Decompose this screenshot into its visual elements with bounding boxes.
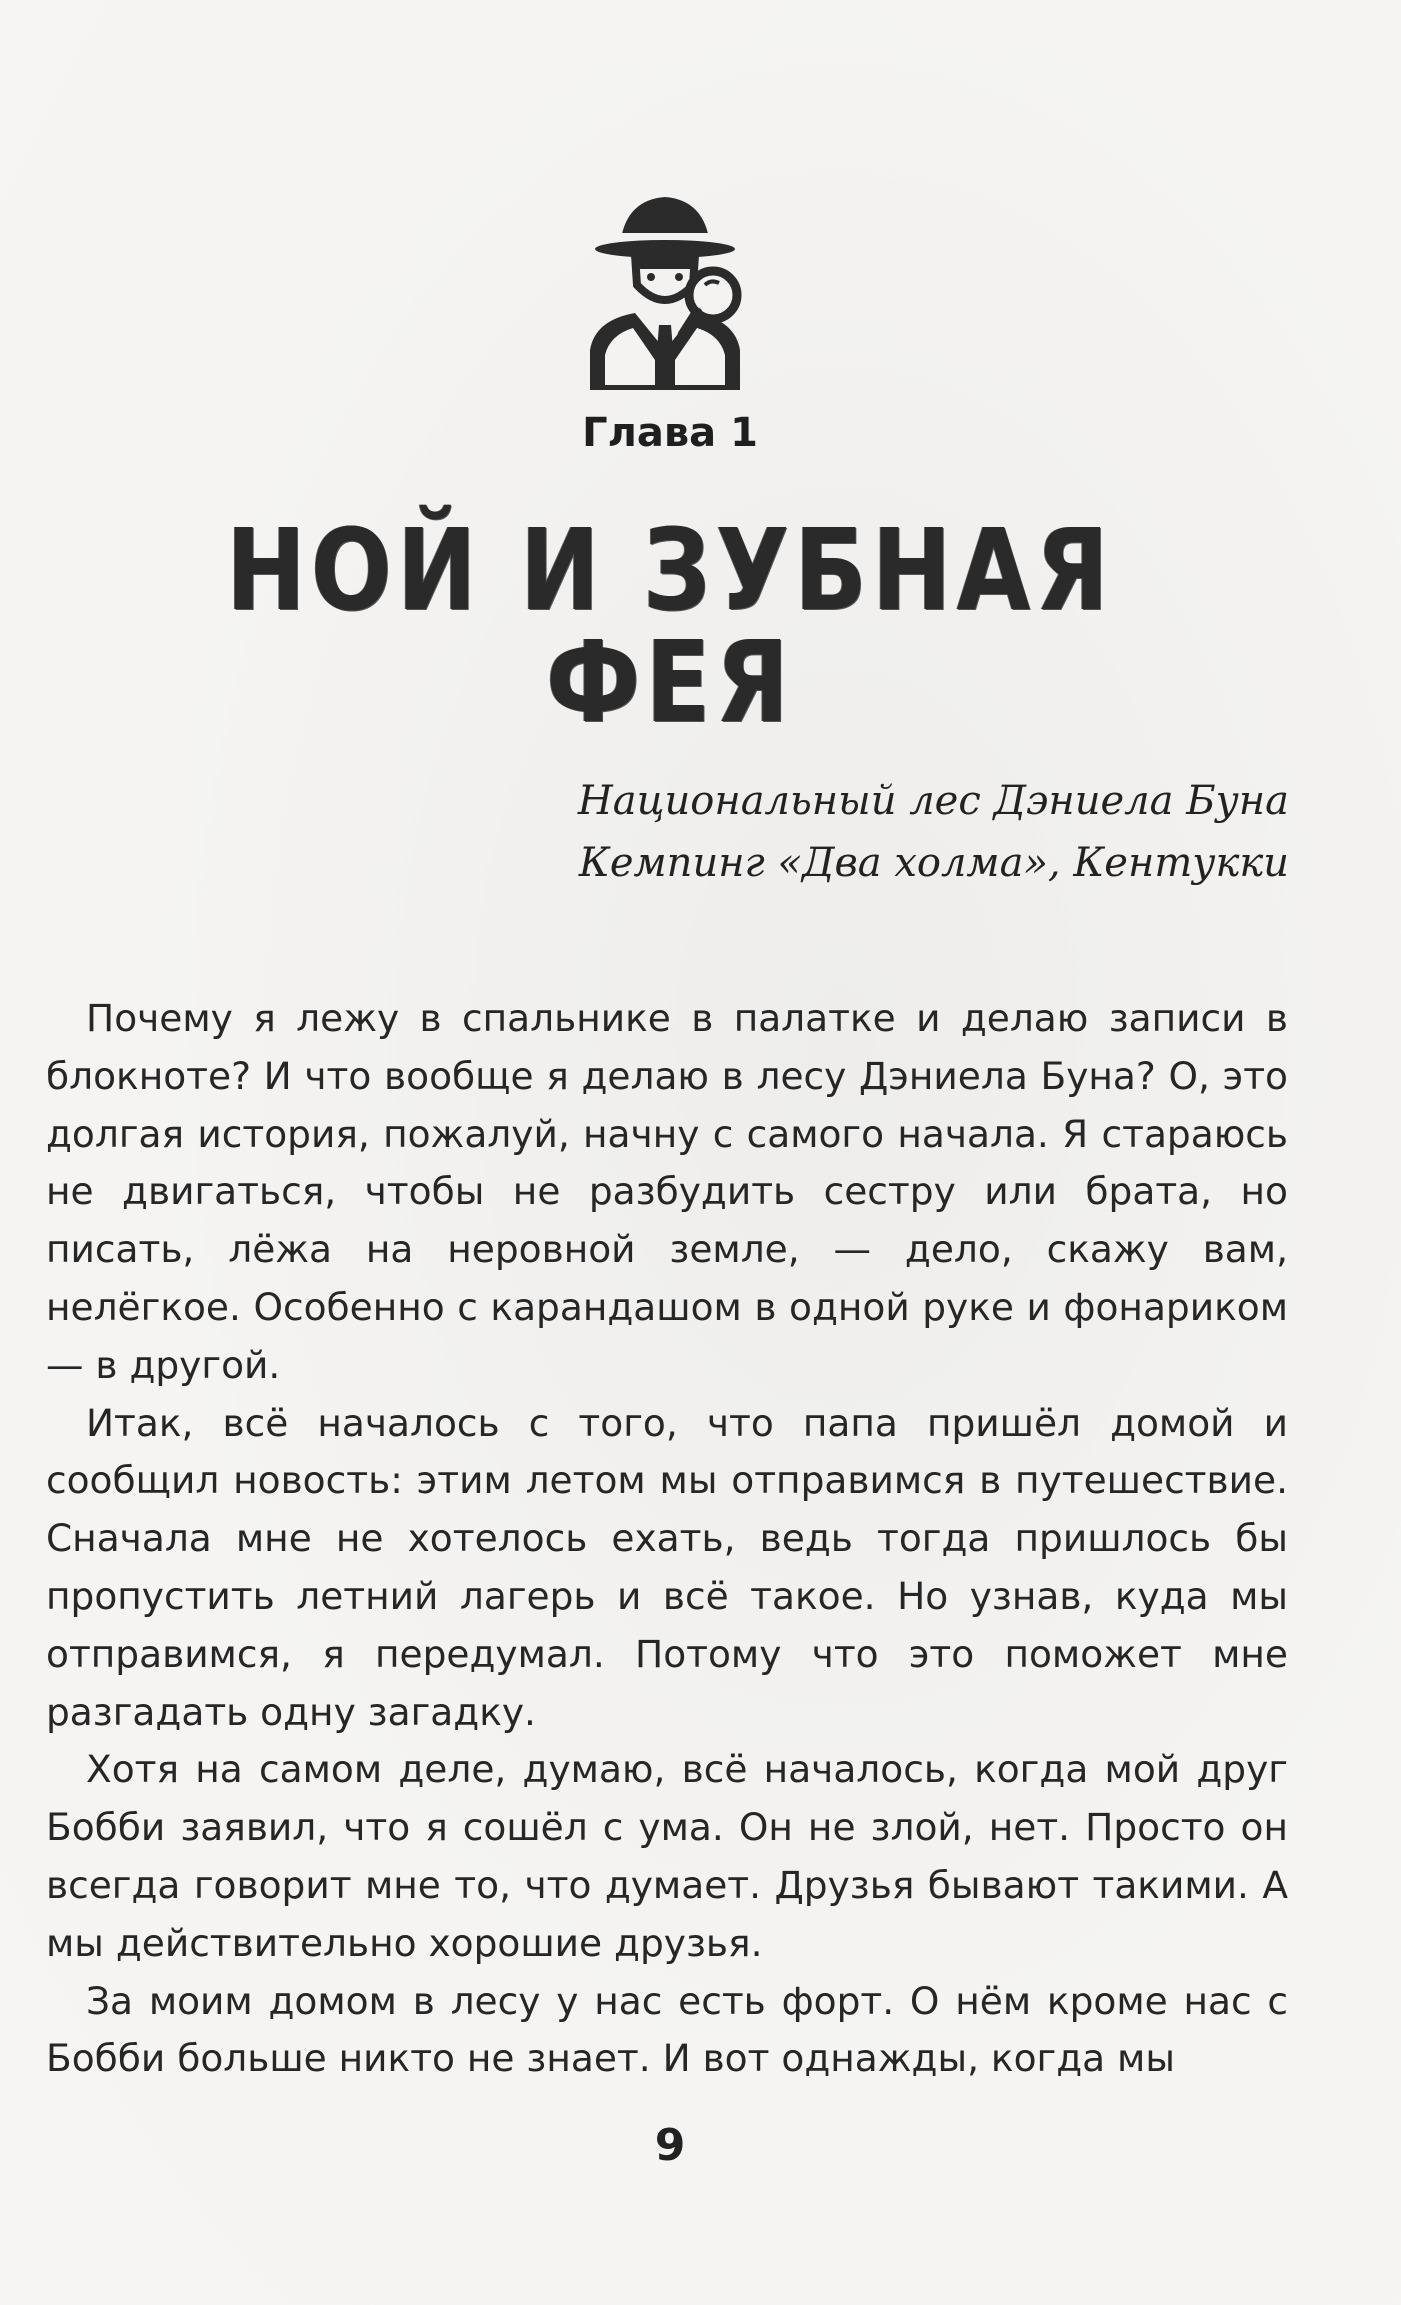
chapter-body: [46, 990, 1288, 2088]
detective-icon: [565, 185, 765, 395]
location-line-forest: Национальный лес Дэниела Буна: [577, 778, 1289, 824]
location-line-camping: Кемпинг «Два холма», Кентукки: [578, 840, 1289, 886]
page-number: 9: [654, 2120, 686, 2171]
paragraph: Итак, всё началось с того, что папа пришёл домой и сообщил новость: этим летом мы отправимся в путешествие. Сначала мне не хотелось ехать, ведь тогда пришлось бы пропустить летний лагерь и всё такое. Но узнав, куда мы отправимся, я передумал. Потому что это поможет мне разгадать одну загадку.: [46, 1400, 1288, 1734]
chapter-title: НОЙ И ЗУБНАЯ ФЕЯ: [226, 506, 1114, 748]
chapter-label: Глава 1: [582, 410, 758, 456]
paragraph: За моим домом в лесу у нас есть форт. О нём кроме нас с Бобби больше никто не знает. И вот однажды, когда мы: [46, 1978, 1288, 2081]
paragraph: Хотя на самом деле, думаю, всё началось, когда мой друг Бобби заявил, что я сошёл с ума. Он не злой, нет. Просто он всегда говорит мне то, что думает. Друзья бывают такими. А мы действительно хорошие друзья.: [46, 1747, 1288, 1965]
location-note: [389, 770, 1289, 894]
paragraph: Почему я лежу в спальнике в палатке и делаю записи в блокноте? И что вообще я делаю в лесу Дэниела Буна? О, это долгая история, пожалуй, начну с самого начала. Я стараюсь не двигаться, чтобы не разбудить сестру или брата, но писать, лёжа на неровной земле, — дело, скажу вам, нелёгкое. Особенно с карандашом в одной руке и фонариком — в другой.: [46, 996, 1288, 1387]
